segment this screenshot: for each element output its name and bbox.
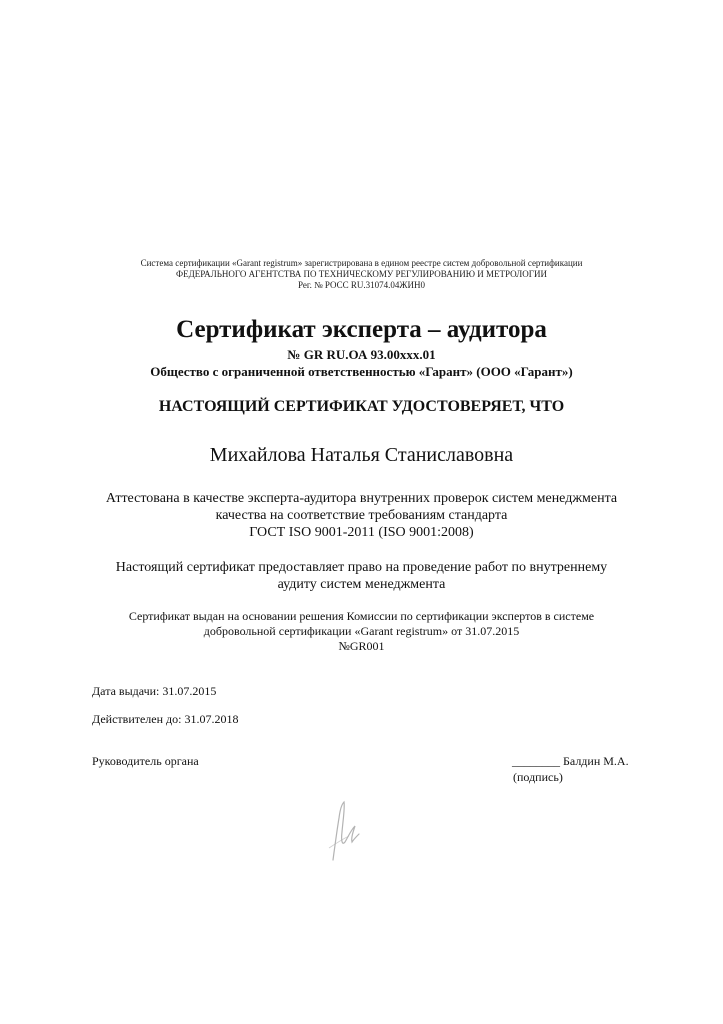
signatory-role: Руководитель органа — [92, 754, 199, 768]
basis-line-1: Сертификат выдан на основании решения Комиссии по сертификации экспертов в системе — [128, 609, 595, 623]
certifies-statement: НАСТОЯЩИЙ СЕРТИФИКАТ УДОСТОВЕРЯЕТ, ЧТО — [158, 398, 565, 415]
attestation-line-1: Аттестована в качестве эксперта-аудитора внутренних проверок систем менеджмента — [105, 491, 618, 506]
signature-icon — [315, 790, 375, 870]
handwritten-signature — [315, 790, 375, 870]
holder-name: Михайлова Наталья Станиславовна — [209, 444, 514, 466]
rights-line-2: аудиту систем менеджмента — [277, 577, 446, 592]
signatory-name: ________ Балдин М.А. — [512, 754, 629, 768]
signature-caption: (подпись) — [513, 770, 563, 784]
attestation-line-2: качества на соответствие требованиям стандарта — [215, 508, 508, 523]
valid-until-date: Действителен до: 31.07.2018 — [92, 712, 239, 726]
basis-line-2: добровольной сертификации «Garant registrum» от 31.07.2015 — [203, 624, 520, 638]
registry-number: Рег. № РОСС RU.31074.04ЖИН0 — [298, 280, 425, 290]
attestation-standard: ГОСТ ISO 9001-2011 (ISO 9001:2008) — [249, 525, 474, 540]
certificate-number: № GR RU.ОА 93.00ххх.01 — [287, 347, 436, 362]
registry-line-2: ФЕДЕРАЛЬНОГО АГЕНТСТВА ПО ТЕХНИЧЕСКОМУ РЕГУЛИРОВАНИЮ И МЕТРОЛОГИИ — [176, 269, 547, 279]
registry-line-1: Система сертификации «Garant registrum» зарегистрирована в едином реестре систем добровольной сертификации — [140, 258, 583, 268]
issue-date: Дата выдачи: 31.07.2015 — [92, 684, 217, 698]
issuing-organization: Общество с ограниченной ответственностью «Гарант» (ООО «Гарант») — [150, 364, 573, 379]
decision-number: №GR001 — [338, 639, 385, 653]
certificate-title: Сертификат эксперта – аудитора — [176, 316, 547, 343]
rights-line-1: Настоящий сертификат предоставляет право на проведение работ по внутреннему — [115, 560, 608, 575]
